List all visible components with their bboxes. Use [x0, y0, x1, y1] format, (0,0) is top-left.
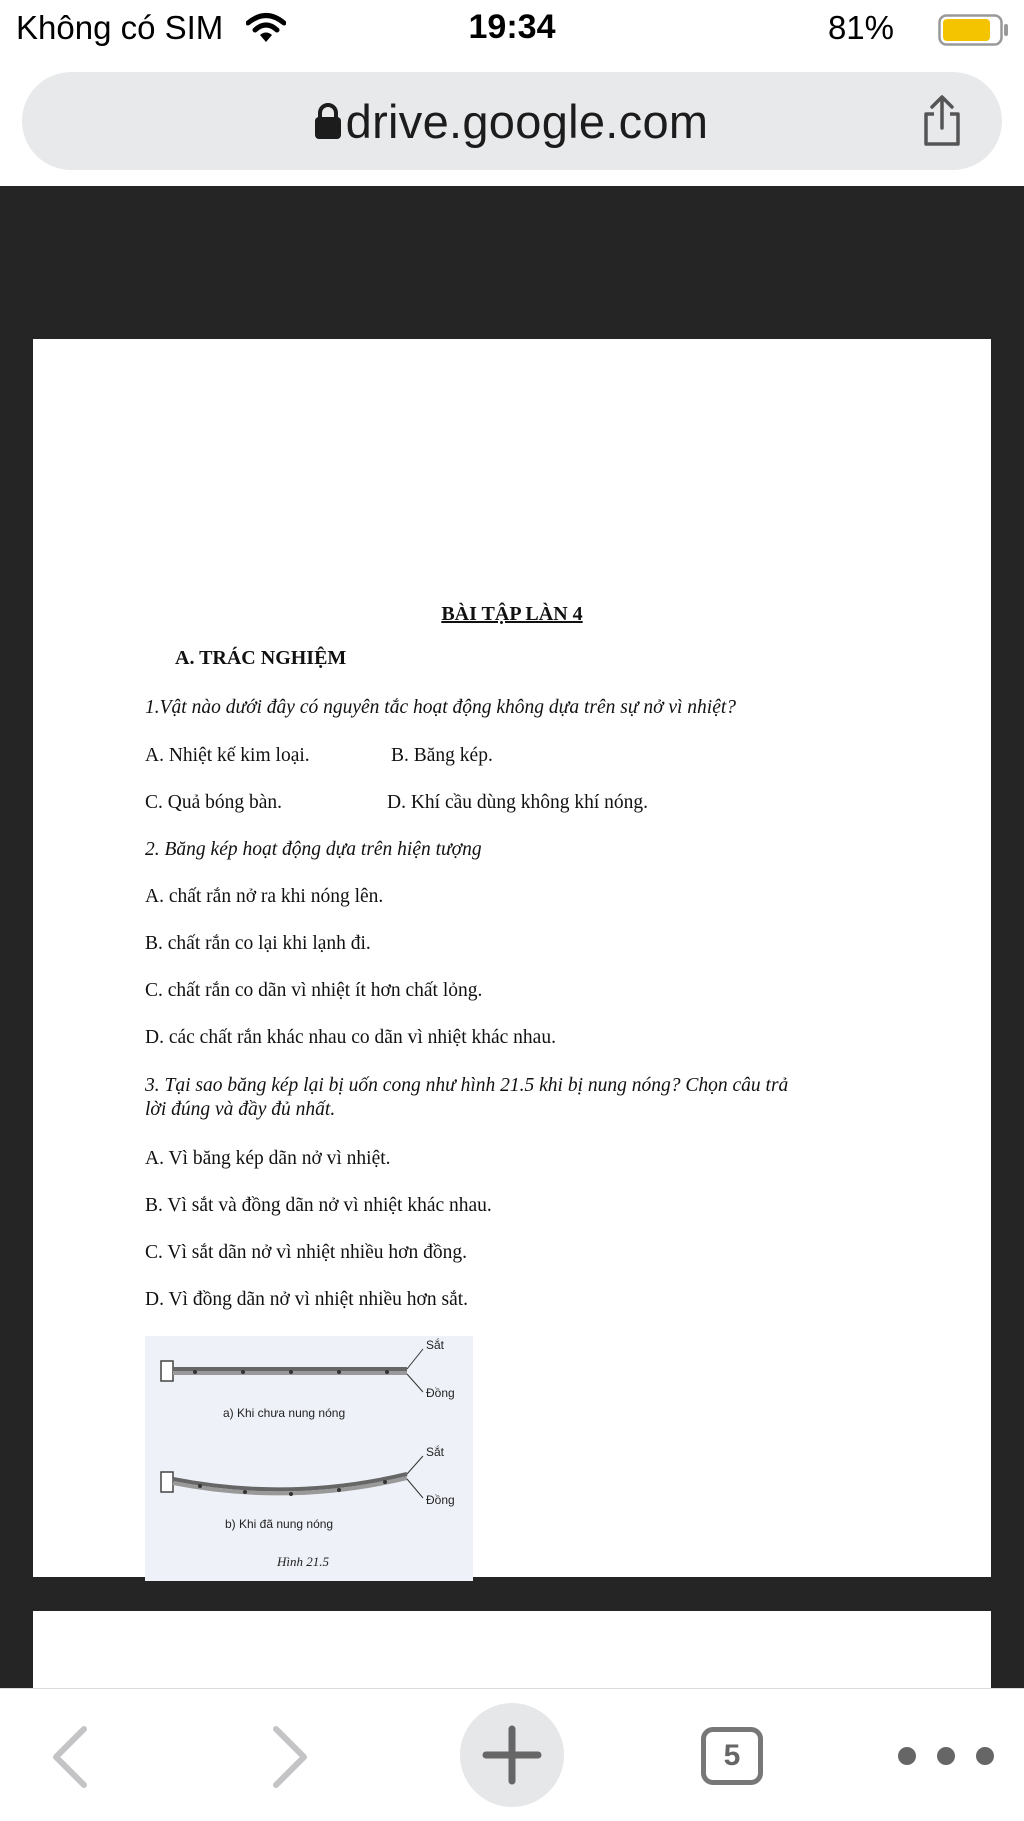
more-options-icon[interactable] — [896, 1745, 996, 1767]
document-title: BÀI TẬP LÀN 4 — [441, 603, 583, 625]
bottom-toolbar — [0, 1688, 1024, 1821]
back-icon[interactable] — [48, 1725, 92, 1789]
question-3-line-1: 3. Tại sao băng kép lại bị uốn cong như hình 21.5 khi bị nung nóng? Chọn câu trả — [145, 1075, 789, 1096]
status-bar — [0, 0, 1024, 58]
clock: 19:34 — [468, 8, 556, 46]
tab-switcher-button[interactable]: 5 — [701, 1727, 763, 1785]
option-3a: A. Vì băng kép dãn nở vì nhiệt. — [145, 1148, 391, 1169]
question-3-line-2: lời đúng và đầy đủ nhất. — [145, 1099, 336, 1120]
caption-b: b) Khi đã nung nóng — [225, 1517, 334, 1531]
option-1a: A. Nhiệt kế kim loại. — [145, 745, 310, 766]
document-page — [33, 339, 991, 1577]
next-document-page — [33, 1611, 991, 1688]
option-1d: D. Khí cầu dùng không khí nóng. — [387, 792, 649, 813]
battery-percentage: 81% — [827, 9, 894, 46]
option-2b: B. chất rắn co lại khi lạnh đi. — [145, 933, 371, 954]
option-3c: C. Vì sắt dãn nở vì nhiệt nhiều hơn đồng. — [145, 1242, 467, 1263]
label-copper-b: Đồng — [426, 1493, 455, 1507]
section-heading: A. TRÁC NGHIỆM — [175, 647, 347, 669]
figure-bimetallic-strip — [145, 1336, 473, 1581]
question-1: 1.Vật nào dưới đây có nguyên tắc hoạt động không dựa trên sự nở vì nhiệt? — [145, 697, 737, 718]
label-iron-b: Sắt — [426, 1445, 445, 1459]
question-2: 2. Băng kép hoạt động dựa trên hiện tượng — [145, 839, 482, 860]
document-viewer[interactable] — [0, 186, 1024, 1688]
caption-a: a) Khi chưa nung nóng — [223, 1406, 346, 1420]
label-copper-a: Đồng — [426, 1386, 455, 1400]
option-2a: A. chất rắn nở ra khi nóng lên. — [145, 886, 384, 907]
option-2c: C. chất rắn co dãn vì nhiệt ít hơn chất lỏng. — [145, 980, 483, 1001]
plus-icon — [482, 1725, 542, 1785]
option-1c: C. Quả bóng bàn. — [145, 792, 283, 813]
url-text[interactable]: drive.google.com — [345, 95, 709, 148]
carrier-label: Không có SIM — [16, 9, 224, 46]
share-icon[interactable] — [920, 94, 964, 148]
option-3b: B. Vì sắt và đồng dãn nở vì nhiệt khác nhau. — [145, 1195, 492, 1216]
option-1b: B. Băng kép. — [391, 745, 493, 766]
address-bar[interactable] — [22, 72, 1002, 170]
forward-icon[interactable] — [268, 1725, 312, 1789]
option-2d: D. các chất rắn khác nhau co dãn vì nhiệt khác nhau. — [145, 1027, 556, 1048]
figure-title: Hình 21.5 — [277, 1554, 329, 1569]
new-tab-button[interactable] — [460, 1703, 564, 1807]
label-iron-a: Sắt — [426, 1338, 445, 1352]
bimetallic-strip-illustration — [145, 1336, 473, 1581]
option-3d: D. Vì đồng dãn nở vì nhiệt nhiều hơn sắt. — [145, 1289, 469, 1310]
battery-icon — [938, 14, 1010, 46]
